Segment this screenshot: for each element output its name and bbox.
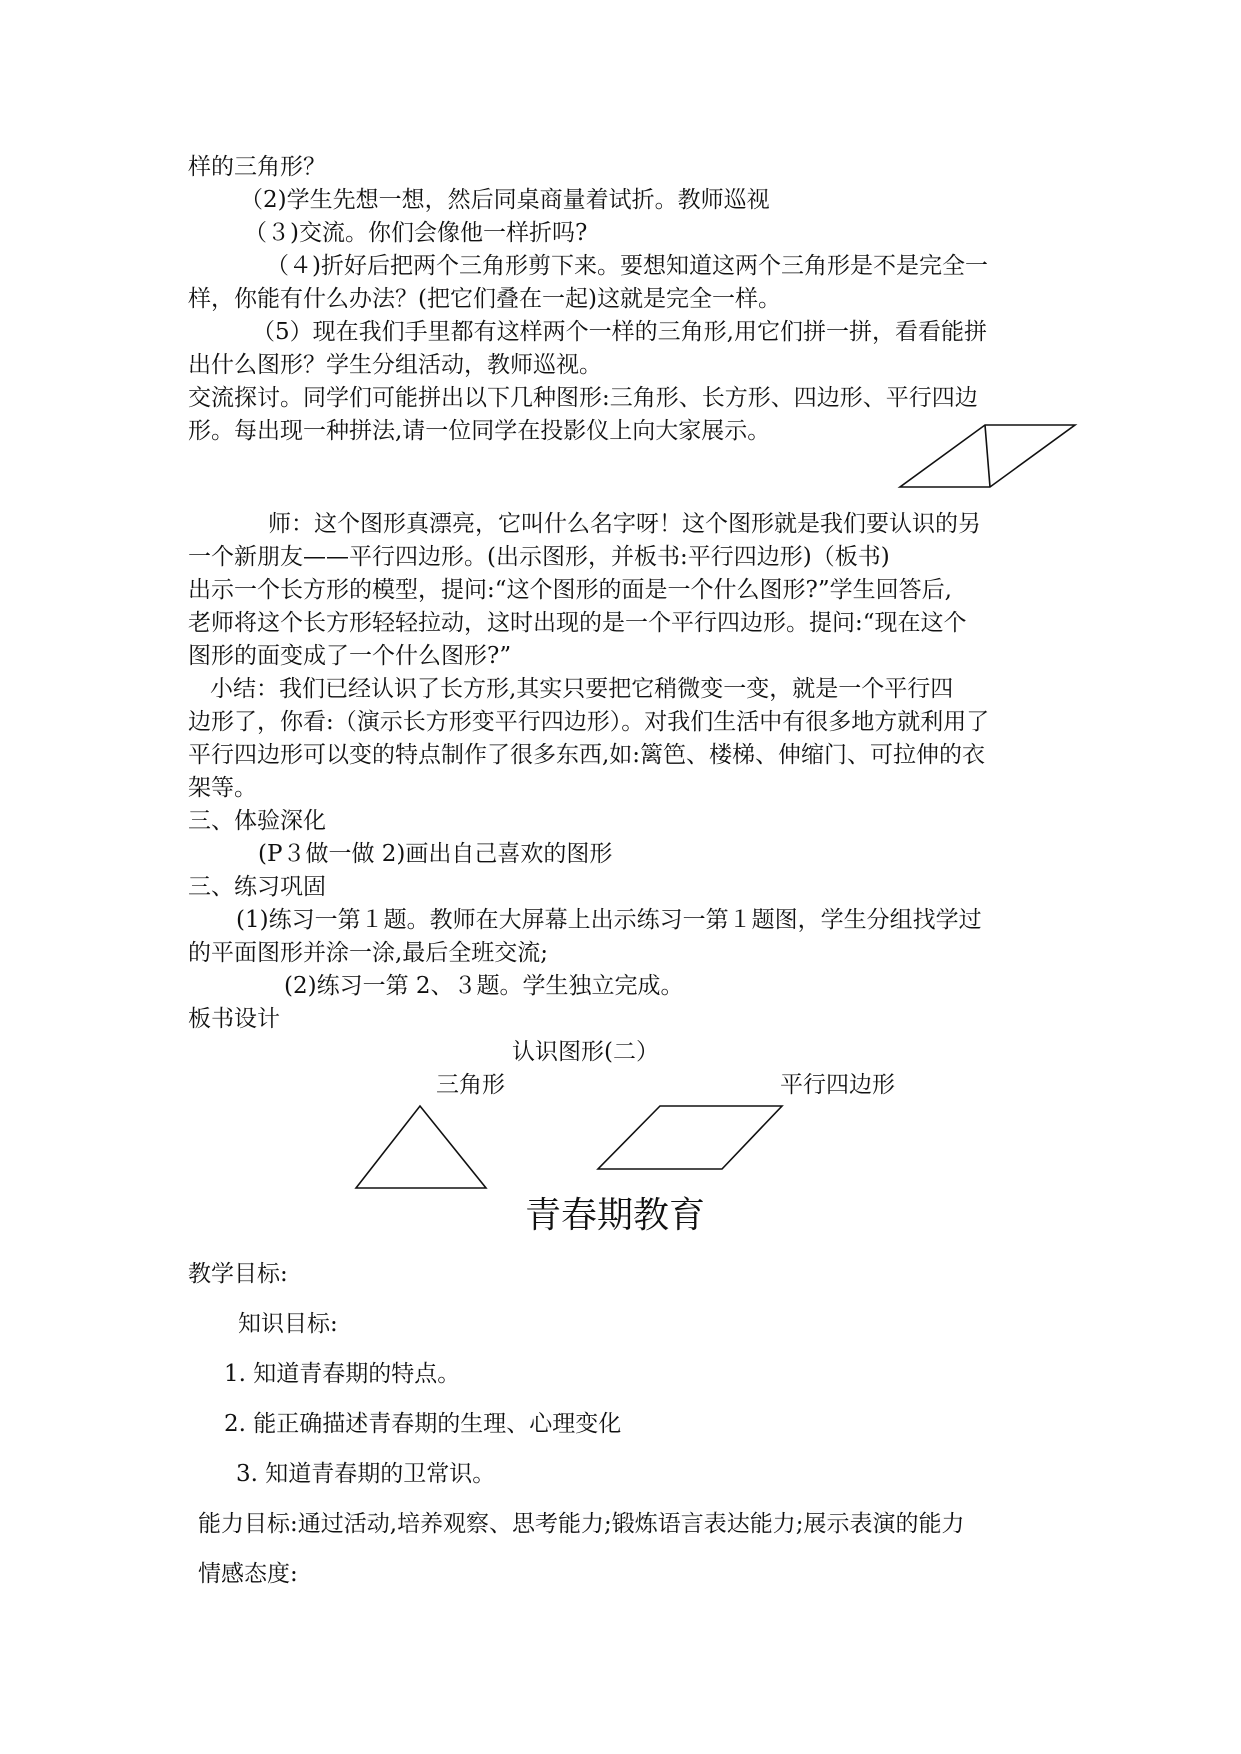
text-line: 老师将这个长方形轻轻拉动，这时出现的是一个平行四边形。提问:“现在这个 xyxy=(188,610,967,636)
text-line: （2)学生先想一想，然后同桌商量着试折。教师巡视 xyxy=(240,187,770,213)
board-label-triangle: 三角形 xyxy=(436,1072,505,1098)
text-line: （３)交流。你们会像他一样折吗? xyxy=(244,220,588,246)
list-item: 3. 知道青春期的卫常识。 xyxy=(236,1461,496,1487)
triangle-shape xyxy=(356,1106,486,1188)
text-line: 交流探讨。同学们可能拼出以下几种图形:三角形、长方形、四边形、平行四边 xyxy=(188,385,978,411)
list-item: 2. 能正确描述青春期的生理、心理变化 xyxy=(224,1411,622,1437)
text-line: 边形了，你看:（演示长方形变平行四边形）。对我们生活中有很多地方就利用了 xyxy=(188,709,990,735)
board-label-parallelogram: 平行四边形 xyxy=(780,1072,895,1098)
text-line: 架等。 xyxy=(188,775,257,801)
parallelogram-diagonal-figure xyxy=(900,420,1080,490)
text-line: 出什么图形？学生分组活动，教师巡视。 xyxy=(188,352,602,378)
text-line: 师：这个图形真漂亮，它叫什么名字呀！这个图形就是我们要认识的另 xyxy=(268,511,981,537)
text-line: （5）现在我们手里都有这样两个一样的三角形,用它们拼一拼，看看能拼 xyxy=(252,319,987,345)
text-line: （４)折好后把两个三角形剪下来。要想知道这两个三角形是不是完全一 xyxy=(266,253,988,279)
text-line: 平行四边形可以变的特点制作了很多东西,如:篱笆、楼梯、伸缩门、可拉伸的衣 xyxy=(188,742,986,768)
text-line: 图形的面变成了一个什么图形?” xyxy=(188,643,512,669)
section-heading: 三、体验深化 xyxy=(188,808,326,834)
text-line: 教学目标: xyxy=(188,1261,288,1287)
text-line: (2)练习一第 2、３题。学生独立完成。 xyxy=(284,973,684,999)
text-line: 样，你能有什么办法？(把它们叠在一起)这就是完全一样。 xyxy=(188,286,781,312)
parallelogram-shape xyxy=(598,1106,782,1169)
list-item: 1. 知道青春期的特点。 xyxy=(224,1361,461,1387)
text-line: 出示一个长方形的模型，提问:“这个图形的面是一个什么图形?”学生回答后, xyxy=(188,577,952,603)
text-line: 的平面图形并涂一涂,最后全班交流; xyxy=(188,940,549,966)
parallelogram-figure xyxy=(596,1104,786,1172)
section-heading: 板书设计 xyxy=(188,1006,280,1032)
text-line: 一个新朋友——平行四边形。(出示图形，并板书:平行四边形)（板书) xyxy=(188,544,890,570)
lesson-title: 青春期教育 xyxy=(525,1195,706,1236)
diagonal-line xyxy=(985,425,990,487)
text-line: 形。每出现一种拼法,请一位同学在投影仪上向大家展示。 xyxy=(188,418,771,444)
text-line: 能力目标:通过活动,培养观察、思考能力;锻炼语言表达能力;展示表演的能力 xyxy=(198,1511,965,1537)
text-line: 知识目标: xyxy=(238,1311,338,1337)
board-title: 认识图形(二） xyxy=(512,1039,659,1065)
text-line: 情感态度: xyxy=(198,1561,298,1587)
text-line: (1)练习一第１题。教师在大屏幕上出示练习一第１题图，学生分组找学过 xyxy=(236,907,982,933)
triangle-figure xyxy=(354,1104,490,1190)
text-line: (P３做一做 2)画出自己喜欢的图形 xyxy=(258,841,613,867)
section-heading: 三、练习巩固 xyxy=(188,874,326,900)
text-line: 样的三角形？ xyxy=(188,154,326,180)
text-line: 小结：我们已经认识了长方形,其实只要把它稍微变一变，就是一个平行四 xyxy=(210,676,954,702)
